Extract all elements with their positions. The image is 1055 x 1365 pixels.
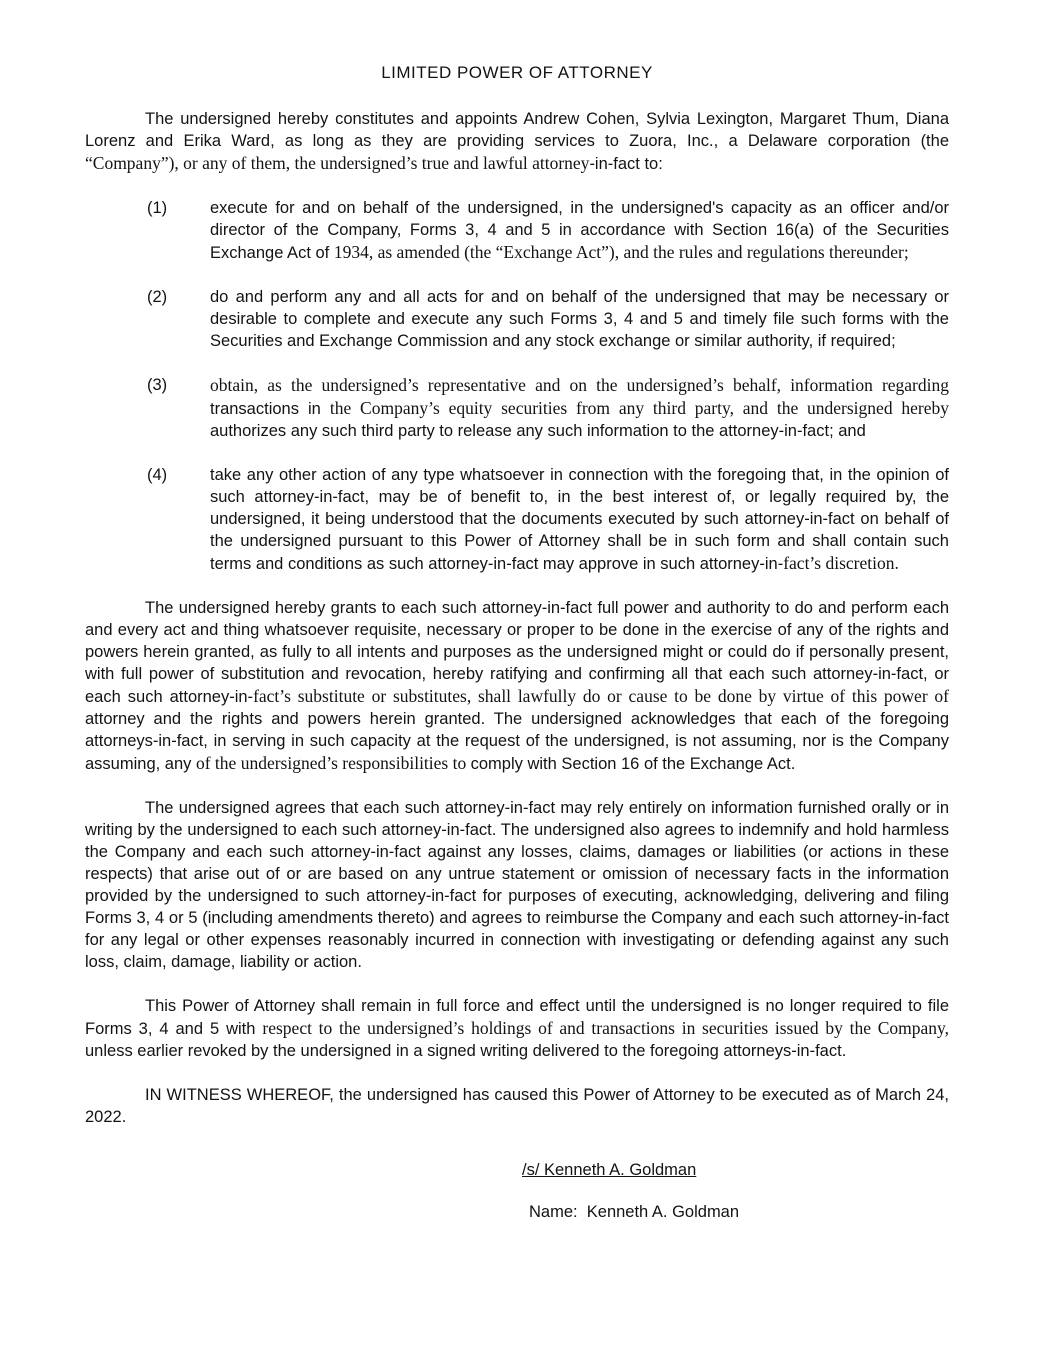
text-segment: This Power of Attorney shall remain in full force and effect until the undersigned is no longer required to file Forms 3, 4 and 5 with (85, 997, 949, 1038)
text-segment: IN WITNESS WHEREOF, the undersigned has caused this Power of Attorney to be executed as of March 24, 2022. (85, 1086, 949, 1126)
numbered-item (85, 464, 949, 575)
text-segment: “Company”), or any of them, the undersigned’s true and lawful attorney (85, 153, 590, 173)
numbered-item (85, 197, 949, 264)
text-segment: obtain, as the undersigned’s representative and on the undersigned’s behalf, information regarding (210, 375, 949, 395)
text-segment: do and perform any and all acts for and on behalf of the undersigned that may be necessary or desirable to complete and execute any such Forms 3, 4 and 5 and timely file such forms with the Securities and Exchange Commission and any stock exchange or similar authority, if required; (210, 288, 949, 350)
item-number: (4) (147, 466, 168, 484)
item-number: (2) (147, 288, 168, 306)
signature-line (85, 1159, 949, 1181)
paragraph (85, 1084, 949, 1128)
text-segment: attorney and the rights and powers herein granted. The undersigned acknowledges that each of the foregoing attorneys-in-fact, in serving in such capacity at the request of the undersigned, is not assuming, nor is the Company assuming, any (85, 710, 949, 773)
text-segment: comply with Section 16 of the Exchange Act. (470, 755, 796, 773)
numbered-item (85, 286, 949, 352)
item-number: (1) (147, 199, 168, 217)
paragraph (85, 597, 949, 775)
text-segment: 1934, as amended (the “Exchange Act”), and the rules and regulations thereunder; (333, 242, 909, 262)
text-segment: The undersigned hereby grants to each such attorney-in-fact full power and authority to do and perform each and every act and thing whatsoever requisite, necessary or proper to be done in the exercise of any of the rights and powers herein granted, as fully to all intents and purposes as the undersigned might or could do if personally present, with full power of substitution and revocation, hereby ratifying and confirming all that each such attorney-in-fact, or each such attorney-in- (85, 599, 949, 706)
numbered-item (85, 374, 949, 442)
text-segment: take any other action of any type whatsoever in connection with the foregoing that, in the opinion of such attorney-in-fact, may be of benefit to, in the best interest of, or legally required by, the undersigned, it being understood that the documents executed by such attorney-in-fact on behalf of the undersigned pursuant to this Power of Attorney shall be in such form and shall contain such terms and conditions as such attorney-in-fact may approve in such attorney-in- (210, 466, 949, 573)
document-body (85, 108, 949, 1128)
signatory-name-line: Name: Kenneth A. Goldman (529, 1203, 740, 1221)
signature-text: /s/ Kenneth A. Goldman (522, 1161, 697, 1179)
text-segment: respect to the undersigned’s holdings of and transactions in securities issued by the Company, (262, 1018, 949, 1038)
text-segment: The undersigned hereby constitutes and appoints Andrew Cohen, Sylvia Lexington, Margaret Thum, Diana Lorenz and Erika Ward, as long as they are providing services to Zuora, Inc., a Delaware corporation (the (85, 110, 949, 150)
paragraph (85, 995, 949, 1062)
text-segment: fact’s discretion. (783, 553, 899, 573)
paragraph (85, 108, 949, 175)
paragraph (85, 797, 949, 973)
text-segment: of the undersigned’s responsibilities to (195, 753, 471, 773)
text-segment: fact’s substitute or substitutes, shall lawfully do or cause to be done by virtue of this power of (253, 686, 949, 706)
text-segment: unless earlier revoked by the undersigned in a signed writing delivered to the foregoing attorneys-in-fact. (85, 1042, 847, 1060)
text-segment: execute for and on behalf of the undersigned, in the undersigned's capacity as an officer and/or director of the Company, Forms 3, 4 and 5 in accordance with Section 16(a) of the Securities Exchange Act of (210, 199, 949, 262)
text-segment: -in-fact to: (589, 155, 663, 173)
document-title: LIMITED POWER OF ATTORNEY (381, 63, 653, 82)
text-segment: transactions in (210, 400, 330, 418)
text-segment: The undersigned agrees that each such attorney-in-fact may rely entirely on information furnished orally or in writing by the undersigned to each such attorney-in-fact. The undersigned also agrees to indemnify and hold harmless the Company and each such attorney-in-fact against any losses, claims, damages or liabilities (or actions in these respects) that arise out of or are based on any untrue statement or omission of necessary facts in the information provided by the undersigned to such attorney-in-fact for purposes of executing, acknowledging, delivering and filing Forms 3, 4 or 5 (including amendments thereto) and agrees to reimburse the Company and each such attorney-in-fact for any legal or other expenses reasonably incurred in connection with investigating or defending against any such loss, claim, damage, liability or action. (85, 799, 949, 971)
text-segment: authorizes any such third party to release any such information to the attorney-in-fact; and (210, 422, 866, 440)
item-number: (3) (147, 376, 168, 394)
text-segment: the Company’s equity securities from any third party, and the undersigned hereby (329, 398, 949, 418)
